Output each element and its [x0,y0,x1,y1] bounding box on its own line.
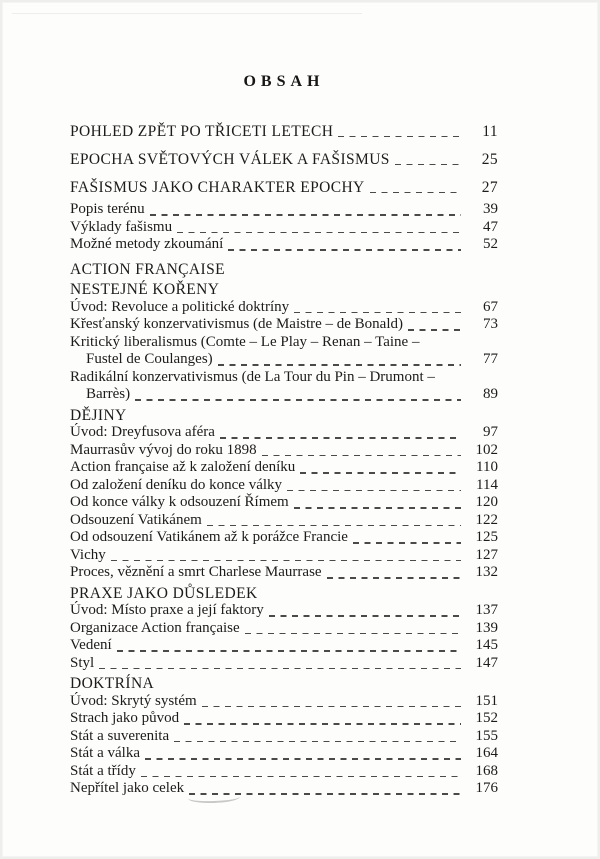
toc-entry-label: Od odsouzení Vatikánem až k porážce Francie [70,529,348,545]
dash-leader [145,201,468,219]
toc-entry-row [70,424,498,442]
toc-entry-label: Stát a suverenita [70,727,170,744]
toc-entry-page: 137 [475,602,498,618]
toc-entry-label: Stát a válka [70,745,140,761]
dash-leader [106,547,468,565]
dash-leader [197,693,468,711]
toc-entry-label: Křesťanský konzervativismus (de Maistre – de Bonald) [70,316,403,332]
page-title: OBSAH [243,73,325,90]
toc-entry-label: Organizace Action française [70,619,240,636]
toc-entry-row [70,219,498,237]
dash-leader [179,710,468,728]
toc-entry-page: 110 [476,459,498,475]
toc-block [70,585,498,673]
toc-entry-row [70,780,498,798]
toc-entry-page: 39 [483,201,498,217]
toc-entry-label: Úvod: Revoluce a politické doktríny [70,298,290,315]
toc-entry-page: 168 [475,762,498,779]
toc-entry-label: Úvod: Skrytý systém [70,692,197,709]
group-heading: DĚJINY [70,406,127,424]
dash-leader [130,386,468,404]
toc-entry-row [70,459,498,477]
toc-entry-page: 97 [483,424,498,440]
toc-entry-label: Styl [70,654,95,671]
toc-entry-label: Vichy [70,546,106,563]
toc-entry-page: 122 [475,511,498,528]
toc-entry-row [70,547,498,565]
dash-leader [202,512,468,530]
toc-entry-page: 25 [481,151,498,168]
toc-entry-page: 145 [475,637,498,653]
toc-entry-row [70,693,498,711]
dash-leader [172,219,468,237]
toc-entry-label: Nepřítel jako celek [70,780,185,796]
toc-entry-row [70,201,498,219]
toc-entry-row [70,512,498,530]
dash-leader [403,316,468,334]
toc-block [70,407,498,582]
toc-entry-page: 67 [483,298,498,315]
toc-entry-page: 176 [475,780,498,796]
dash-leader [348,529,468,547]
toc-entry-line1: Radikální konzervativismus (de La Tour du Pin – Drumont – [70,368,435,385]
toc-entry-row [70,442,498,460]
toc-entry-label: Fustel de Coulanges) [86,351,213,367]
toc-entry-page: 77 [483,351,498,367]
scan-artifact-curl-mark [188,791,240,804]
dash-leader [223,236,468,254]
toc-entry-page: 102 [475,441,498,458]
toc-entry-row [70,763,498,781]
group-heading: PRAXE JAKO DŮSLEDEK [70,584,258,602]
dash-leader [333,124,468,140]
toc-entry-page: 73 [483,316,498,332]
toc-content [70,2,498,798]
dash-leader [289,494,468,512]
dash-leader [215,424,468,442]
dash-leader [264,602,468,620]
toc-entry-label: Úvod: Místo praxe a její faktory [70,602,264,618]
toc-entry-page: 120 [475,494,498,510]
toc-entry-page: 151 [475,692,498,709]
toc-entry-label: Maurrasův vývoj do roku 1898 [70,441,257,458]
toc-block [70,124,498,196]
dash-leader [365,180,468,196]
toc-entry-row [70,655,498,673]
toc-entry-row [70,299,498,317]
dash-leader [282,477,468,495]
toc-entry-row [70,386,498,404]
toc-entry-page: 147 [475,654,498,671]
toc-entry-label: EPOCHA SVĚTOVÝCH VÁLEK A FAŠISMUS [70,151,390,168]
toc-entry-label: Úvod: Dreyfusova aféra [70,424,215,440]
toc-entry-row [70,637,498,655]
toc-entry-label: Stát a třídy [70,762,136,779]
dash-leader [213,351,468,369]
toc-entry-label: Popis terénu [70,201,145,217]
toc-entry-page: 125 [475,529,498,545]
dash-leader [140,745,468,763]
toc-entry-page: 139 [475,619,498,636]
dash-leader [94,655,468,673]
toc-entry-label: Vedení [70,637,112,653]
group-heading: NESTEJNÉ KOŘENY [70,281,220,298]
toc-entry-row [70,236,498,254]
toc-entry-page: 114 [476,476,498,493]
toc-entry-row [70,564,498,582]
toc-entry-row [70,152,498,168]
toc-entry-page: 47 [483,218,498,235]
toc-entry-page: 52 [483,236,498,252]
toc-entry-row [70,180,498,196]
toc-block [70,675,498,798]
toc-entry-row [70,351,498,369]
toc-entry-page: 132 [475,564,498,580]
toc-entry-page: 164 [475,745,498,761]
toc-entry-page: 11 [482,123,498,140]
toc-entry-row [70,602,498,620]
toc-entry-label: Možné metody zkoumání [70,236,224,252]
toc-entry-row [70,494,498,512]
toc-block [70,201,498,254]
toc-entry-row [70,477,498,495]
toc-entry-page: 89 [483,386,498,402]
toc-entry-row [70,529,498,547]
toc-entry-label: Výklady fašismu [70,218,173,235]
toc-entry-page: 127 [475,546,498,563]
toc-entry-label: Odsouzení Vatikánem [70,511,202,528]
toc-entry-label: Proces, věznění a smrt Charlese Maurrase [70,564,322,580]
toc-entry-row [70,728,498,746]
toc-entry-label: POHLED ZPĚT PO TŘICETI LETECH [70,123,334,140]
toc-entry-row [70,745,498,763]
dash-leader [390,152,468,168]
table-of-contents [70,124,498,798]
toc-entry-label: Strach jako původ [70,710,180,726]
dash-leader [169,728,468,746]
toc-entry-page: 152 [475,710,498,726]
toc-entry-label: Od konce války k odsouzení Římem [70,494,289,510]
toc-entry-page: 27 [481,179,498,196]
toc-entry-line1: Kritický liberalismus (Comte – Le Play – Renan – Taine – [70,333,420,350]
dash-leader [112,637,468,655]
toc-entry-label: Od založení deníku do konce války [70,476,283,493]
toc-entry-label: Action française až k založení deníku [70,459,296,475]
toc-entry-label: Barrès) [86,386,131,402]
dash-leader [322,564,468,582]
toc-entry-row [70,620,498,638]
toc-entry-label: FAŠISMUS JAKO CHARAKTER EPOCHY [70,179,365,196]
dash-leader [136,763,468,781]
toc-entry-row [70,124,498,140]
section-heading: ACTION FRANÇAISE [70,260,225,278]
toc-entry-row [70,316,498,334]
dash-leader [240,620,468,638]
toc-block [70,281,498,404]
toc-entry-page: 155 [475,727,498,744]
dash-leader [289,299,468,317]
toc-entry-row [70,710,498,728]
dash-leader [257,442,468,460]
group-heading: DOKTRÍNA [70,675,155,692]
dash-leader [295,459,468,477]
